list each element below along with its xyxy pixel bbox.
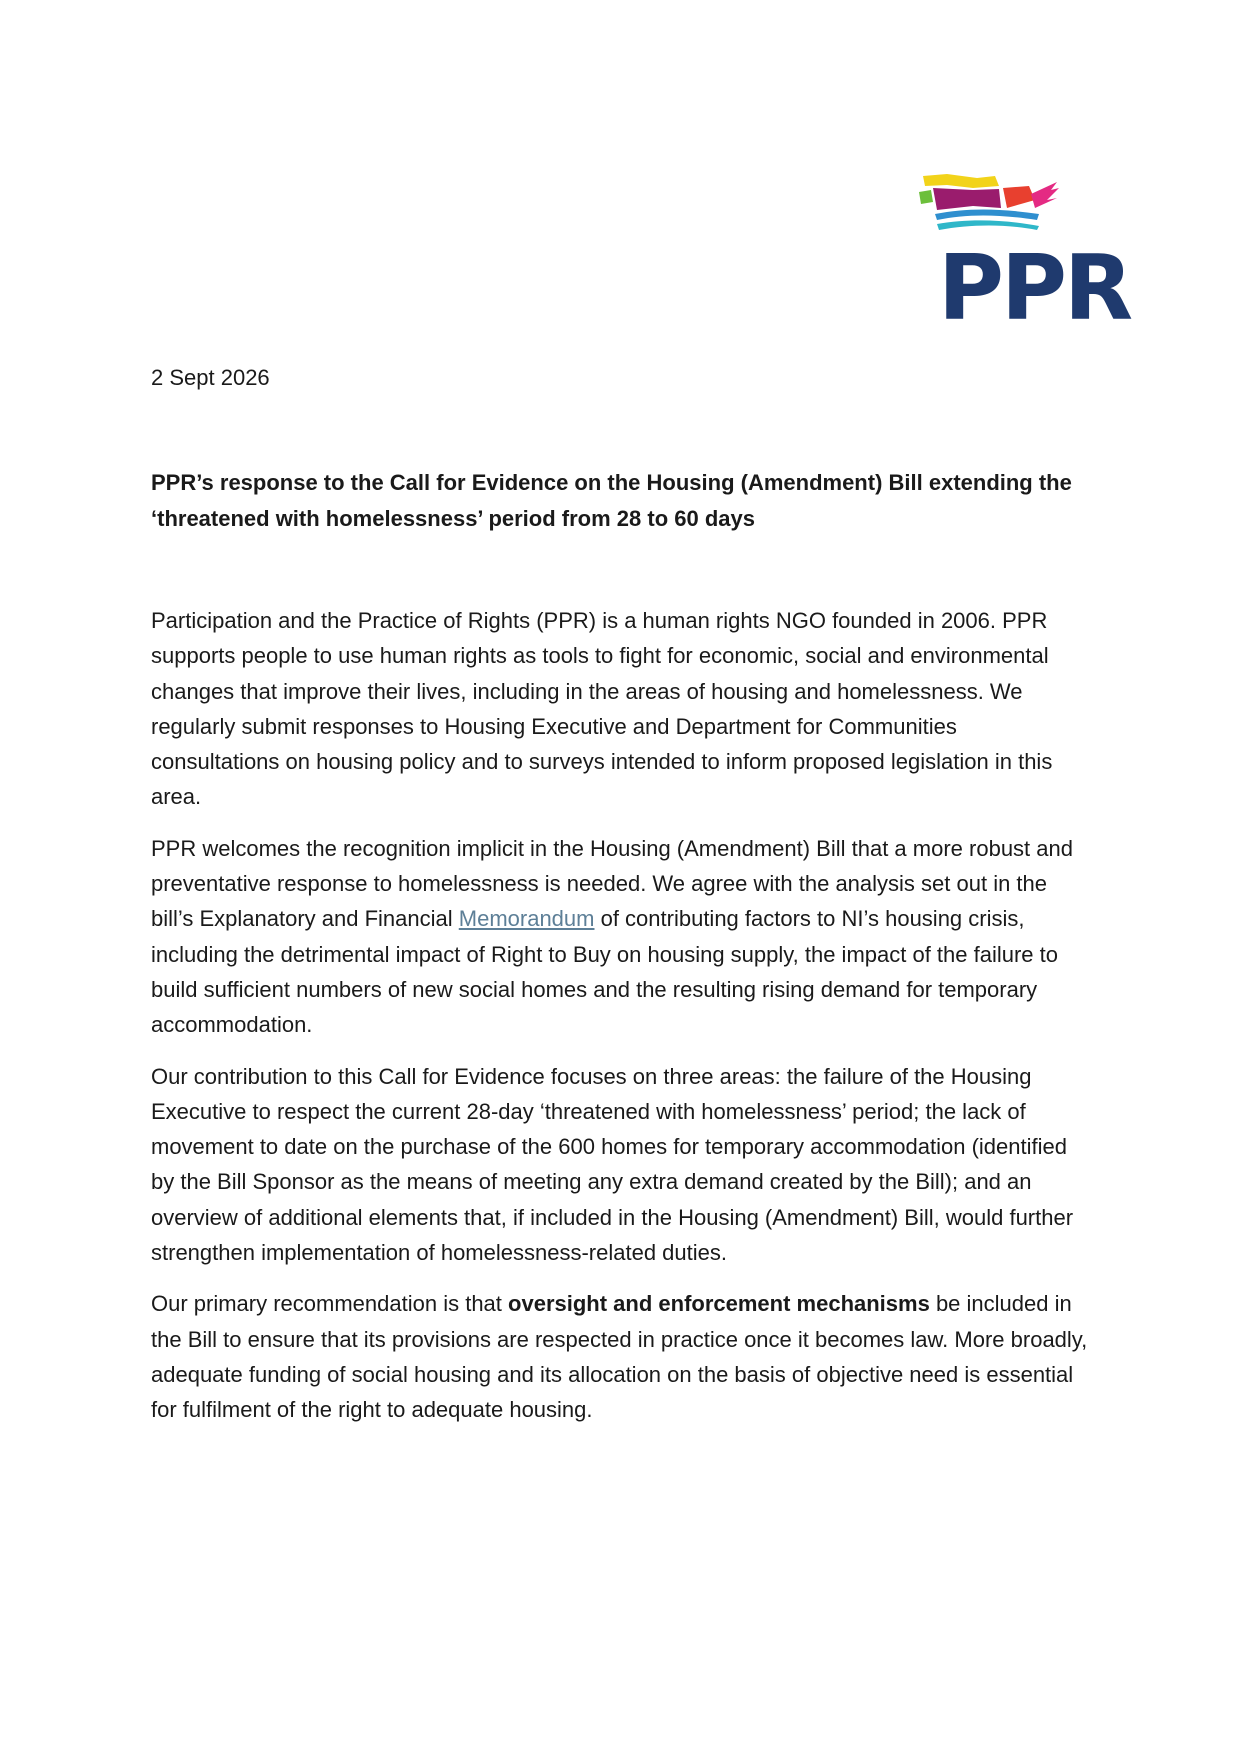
recommendation-emphasis: oversight and enforcement mechanisms bbox=[508, 1291, 930, 1317]
document-title: PPR’s response to the Call for Evidence on the Housing (Amendment) Bill extending the ‘threatened with homelessness’ period from 28 to 60 days bbox=[151, 470, 1072, 531]
logo-yellow-band bbox=[923, 174, 999, 188]
document-date: 2 Sept 2026 bbox=[151, 365, 270, 390]
logo-purple-band bbox=[933, 188, 1001, 210]
logo-pink-band bbox=[1031, 182, 1059, 208]
memorandum-link[interactable]: Memorandum bbox=[458, 906, 595, 932]
logo-teal-wave bbox=[937, 220, 1039, 230]
paragraph-welcome bbox=[151, 831, 1091, 1043]
logo-red-band bbox=[1003, 186, 1035, 208]
document-body bbox=[151, 603, 1091, 1444]
paragraph-recommendation bbox=[151, 1286, 1091, 1427]
paragraph-recommendation-text-start: Our primary recommendation is that bbox=[151, 1291, 509, 1317]
paragraph-welcome-text-end: of contributing factors to NI’s housing crisis, including the detrimental impact of Right to Buy on housing supply, the impact of the failure to build sufficient numbers of new social homes and the resulting rising demand for temporary accommodation. bbox=[151, 906, 1058, 1038]
paragraph-recommendation-text-end: be included in the Bill to ensure that its provisions are respected in practice once it becomes law. More broadly, adequate funding of social housing and its allocation on the basis of objective need is essential for fulfilment of the right to adequate housing. bbox=[151, 1291, 1088, 1423]
paragraph-intro: Participation and the Practice of Rights (PPR) is a human rights NGO founded in 2006. PPR supports people to use human rights as tools to fight for economic, social and environmental changes that improve their lives, including in the areas of housing and homelessness. We regularly submit responses to Housing Executive and Department for Communities consultations on housing policy and to surveys intended to inform proposed legislation in this area. bbox=[151, 608, 1053, 810]
logo-blue-wave bbox=[935, 210, 1039, 221]
paragraph-contribution: Our contribution to this Call for Evidence focuses on three areas: the failure of the Housing Executive to respect the current 28-day ‘threatened with homelessness’ period; the lack of movement to date on the purchase of the 600 homes for temporary accommodation (identified by the Bill Sponsor as the means of meeting any extra demand created by the Bill); and an overview of additional elements that, if included in the Housing (Amendment) Bill, would further strengthen implementation of homelessness-related duties. bbox=[151, 1063, 1074, 1266]
logo-green-band bbox=[919, 190, 933, 204]
paragraph-welcome-text-start: PPR welcomes the recognition implicit in the Housing (Amendment) Bill that a more robust and preventative response to homelessness is needed. We agree with the analysis set out in the bill’s Explanatory and Financial bbox=[151, 835, 1073, 932]
ppr-logo-text: PPR bbox=[938, 236, 1131, 341]
